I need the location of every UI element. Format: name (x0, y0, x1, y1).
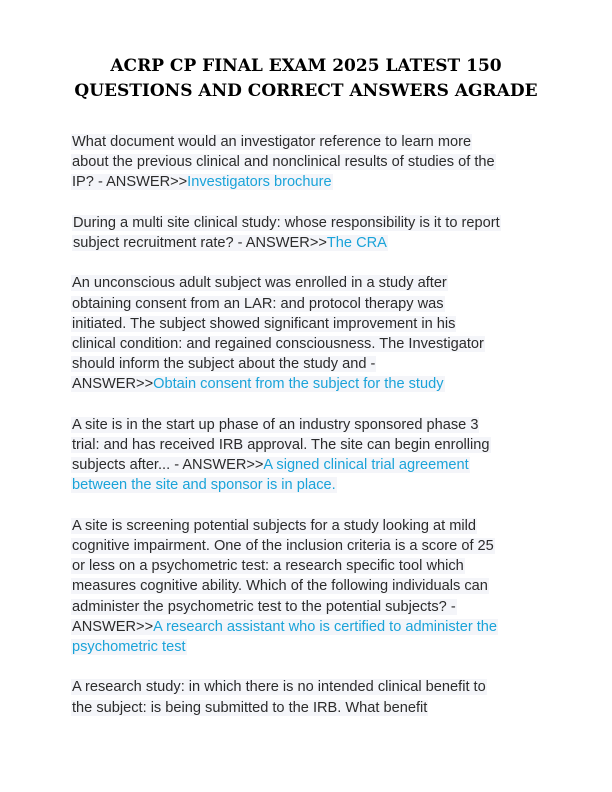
answer-text: A research assistant who is certified to administer the (153, 618, 498, 635)
question-text: the subject: is being submitted to the IRB. What benefit (72, 699, 428, 716)
question-text: subjects after... - ANSWER>> (72, 457, 264, 474)
question-text: IP? - ANSWER>> (72, 174, 188, 191)
question-text: subject recruitment rate? - ANSWER>> (73, 235, 327, 251)
question-text: clinical condition: and regained consciousness. The Investigator (72, 336, 484, 352)
question-text: ANSWER>> (72, 618, 154, 635)
qa-item-1 (72, 132, 542, 193)
qa-item-2 (73, 213, 542, 253)
question-text: A site is in the start up phase of an industry sponsored phase 3 (72, 416, 479, 433)
question-text: What document would an investigator reference to learn more (72, 134, 472, 150)
question-text: about the previous clinical and nonclinical results of studies of the (72, 154, 495, 171)
question-text: An unconscious adult subject was enrolled in a study after (72, 275, 447, 292)
qa-item-5 (72, 516, 542, 657)
qa-item-6 (72, 677, 542, 717)
question-text: ANSWER>> (72, 376, 154, 393)
question-text: or less on a psychometric test: a research specific tool which (72, 558, 464, 575)
question-text: trial: and has received IRB approval. The site can begin enrolling (72, 437, 490, 453)
question-text: obtaining consent from an LAR: and protocol therapy was (72, 295, 444, 312)
title-line-2: QUESTIONS AND CORRECT ANSWERS AGRADE (74, 81, 538, 101)
question-text: A site is screening potential subjects for a study looking at mild (72, 517, 476, 534)
title-line-1: ACRP CP FINAL EXAM 2025 LATEST 150 (110, 56, 502, 76)
answer-text: Investigators brochure (187, 174, 332, 191)
question-text: measures cognitive ability. Which of the following individuals can (72, 578, 488, 595)
document-title (0, 54, 612, 104)
answer-text: The CRA (326, 235, 387, 251)
qa-list (72, 132, 542, 738)
answer-text: Obtain consent from the subject for the study (153, 376, 444, 393)
answer-text: between the site and sponsor is in place. (72, 477, 336, 494)
qa-item-4 (72, 415, 542, 496)
question-text: initiated. The subject showed significant improvement in his (72, 315, 456, 332)
question-text: cognitive impairment. One of the inclusion criteria is a score of 25 (72, 538, 494, 554)
qa-item-3 (72, 273, 542, 394)
answer-text: A signed clinical trial agreement (263, 457, 469, 474)
question-text: should inform the subject about the study and - (72, 356, 376, 373)
question-text: During a multi site clinical study: whose responsibility is it to report (73, 214, 500, 231)
answer-text: psychometric test (72, 639, 186, 656)
question-text: A research study: in which there is no intended clinical benefit to (72, 679, 486, 696)
question-text: administer the psychometric test to the potential subjects? - (72, 598, 456, 615)
